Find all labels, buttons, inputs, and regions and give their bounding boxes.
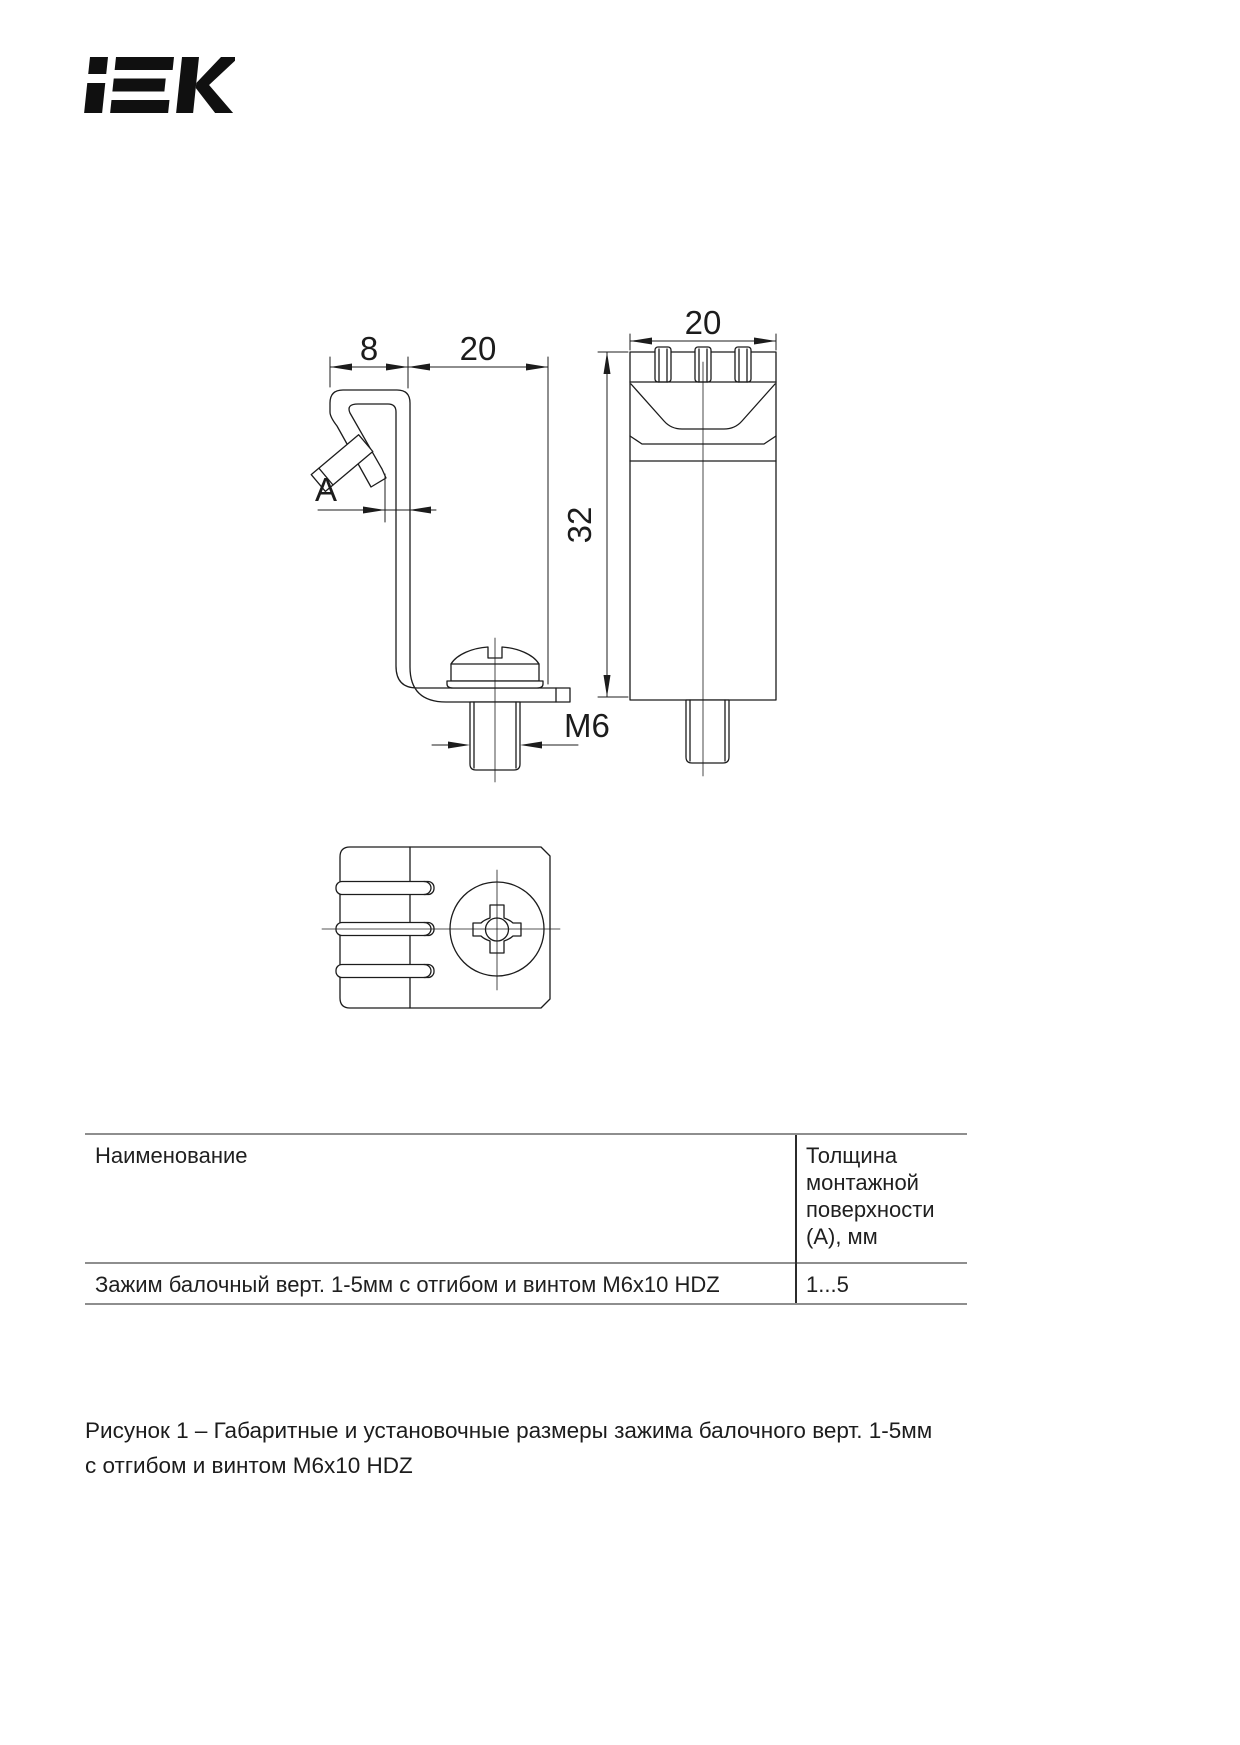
front-view — [561, 304, 776, 776]
logo-e-mid-bar — [112, 79, 165, 92]
technical-drawing — [280, 280, 900, 1040]
logo-k-arms — [193, 57, 235, 113]
logo-e-bottom-bar — [110, 100, 169, 113]
column-header-name: Наименование — [95, 1143, 248, 1168]
thickness-value-cell: 1...5 — [806, 1272, 849, 1297]
figure-caption — [85, 1413, 985, 1483]
side-view-dimensions — [318, 357, 578, 782]
front-view-stud — [686, 700, 729, 763]
product-name-cell: Зажим балочный верт. 1-5мм с отгибом и винтом М6х10 HDZ — [95, 1272, 720, 1297]
spec-table-column-divider — [795, 1135, 797, 1303]
dimension-label-a: A — [314, 471, 338, 508]
logo-e-top-bar — [115, 57, 174, 70]
figure-caption-line2: с отгибом и винтом М6х10 HDZ — [85, 1453, 413, 1478]
logo-i-dot — [88, 57, 108, 74]
logo-i-stem — [84, 83, 105, 113]
logo-k-stem — [176, 57, 199, 113]
bottom-view — [322, 847, 560, 1008]
column-header-thickness: Толщина монтажной поверхности (А), мм — [806, 1143, 935, 1249]
dimension-label-8: 8 — [359, 330, 379, 367]
dimension-label-m6: M6 — [564, 707, 610, 744]
iek-logo-letters — [84, 57, 235, 113]
side-view-bracket-outline — [330, 390, 570, 702]
spec-table — [85, 1133, 967, 1305]
spec-table-header-row — [85, 1135, 967, 1264]
figure-caption-line1: Рисунок 1 – Габаритные и установочные размеры зажима балочного верт. 1-5мм — [85, 1418, 933, 1443]
dimension-label-20-front: 20 — [684, 304, 722, 341]
table-row — [85, 1264, 967, 1303]
dimension-label-20-side: 20 — [459, 330, 497, 367]
iek-logo — [83, 56, 235, 114]
dimension-label-32: 32 — [561, 506, 598, 544]
side-view — [311, 330, 610, 782]
